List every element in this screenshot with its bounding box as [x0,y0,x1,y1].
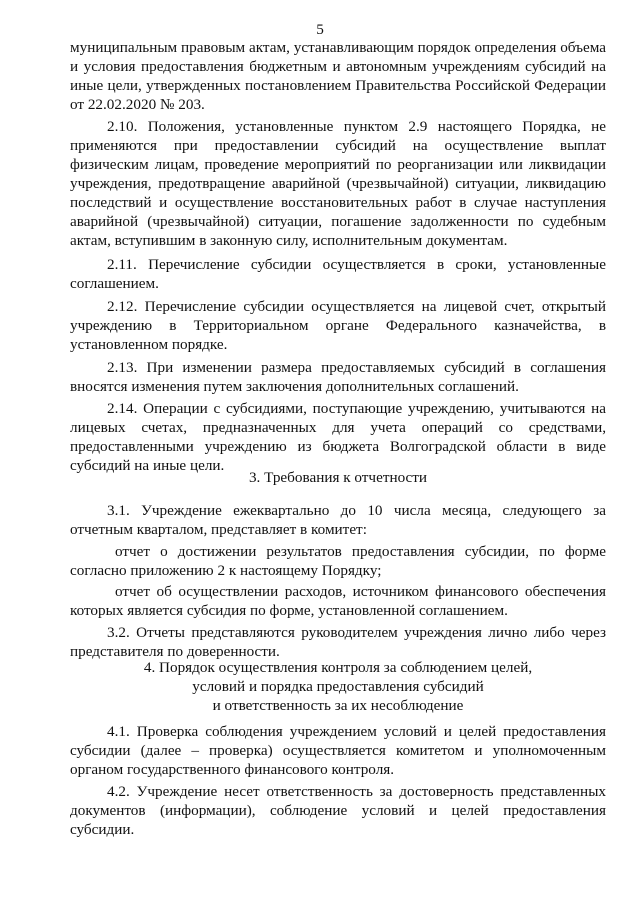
paragraph-intro: муниципальным правовым актам, устанавливающим порядок определения объема и условия предоставления бюджетным и автономным учреждениям субсидий на иные цели, утвержденных постановлением Правительства Российской Федерации от 22.02.2020 № 203. [70,39,606,113]
paragraph-2-12: 2.12. Перечисление субсидии осуществляется на лицевой счет, открытый учреждению в Территориальном органе Федерального казначейства, в установленном порядке. [70,298,606,353]
paragraph-4-1: 4.1. Проверка соблюдения учреждением условий и целей предоставления субсидии (далее – проверка) осуществляется комитетом и уполномоченным органом государственного финансового контроля. [70,723,606,778]
document-body [70,38,606,475]
section-4-heading-line-2: условий и порядка предоставления субсидий [192,678,484,695]
section-3-heading: 3. Требования к отчетности [248,469,428,486]
paragraph-3-1-report-results: отчет о достижении результатов предоставления субсидии, по форме согласно приложению 2 к настоящему Порядку; [70,543,606,579]
paragraph-2-10: 2.10. Положения, установленные пунктом 2.9 настоящего Порядка, не применяются при предоставлении субсидий на осуществление выплат физическим лицам, проведение мероприятий по реорганизации или ликвидации учреждения, предотвращение аварийной (чрезвычайной) ситуации, ликвидацию последствий и осуществление восстановительных работ в случае наступления аварийной (чрезвычайной) ситуации, погашение задолженности по судебным актам, вступившим в законную силу, исполнительным документам. [70,118,606,249]
paragraph-2-13: 2.13. При изменении размера предоставляемых субсидий в соглашения вносятся изменения путем заключения дополнительных соглашений. [70,359,606,395]
section-4-body [70,722,606,839]
paragraph-4-2: 4.2. Учреждение несет ответственность за достоверность представленных документов (информации), соблюдение условий и целей предоставления субсидии. [70,783,606,838]
section-4-heading-line-1: 4. Порядок осуществления контроля за соблюдением целей, [143,659,533,676]
paragraph-3-1-report-expenses: отчет об осуществлении расходов, источником финансового обеспечения которых является субсидия по форме, установленной соглашением. [70,583,606,619]
paragraph-2-14: 2.14. Операции с субсидиями, поступающие учреждению, учитываются на лицевых счетах, предназначенных для учета операций со средствами, предоставленными учреждению из бюджета Волгоградской области в виде субсидий на иные цели. [70,400,606,474]
paragraph-3-2: 3.2. Отчеты представляются руководителем учреждения лично либо через представителя по доверенности. [70,624,606,660]
paragraph-2-11: 2.11. Перечисление субсидии осуществляется в сроки, установленные соглашением. [70,256,606,292]
section-4-heading-line-3: и ответственность за их несоблюдение [212,697,464,714]
page-number: 5 [316,21,324,38]
section-4-heading [70,658,606,715]
paragraph-3-1: 3.1. Учреждение ежеквартально до 10 числа месяца, следующего за отчетным кварталом, представляет в комитет: [70,502,606,538]
section-3-body [70,501,606,661]
